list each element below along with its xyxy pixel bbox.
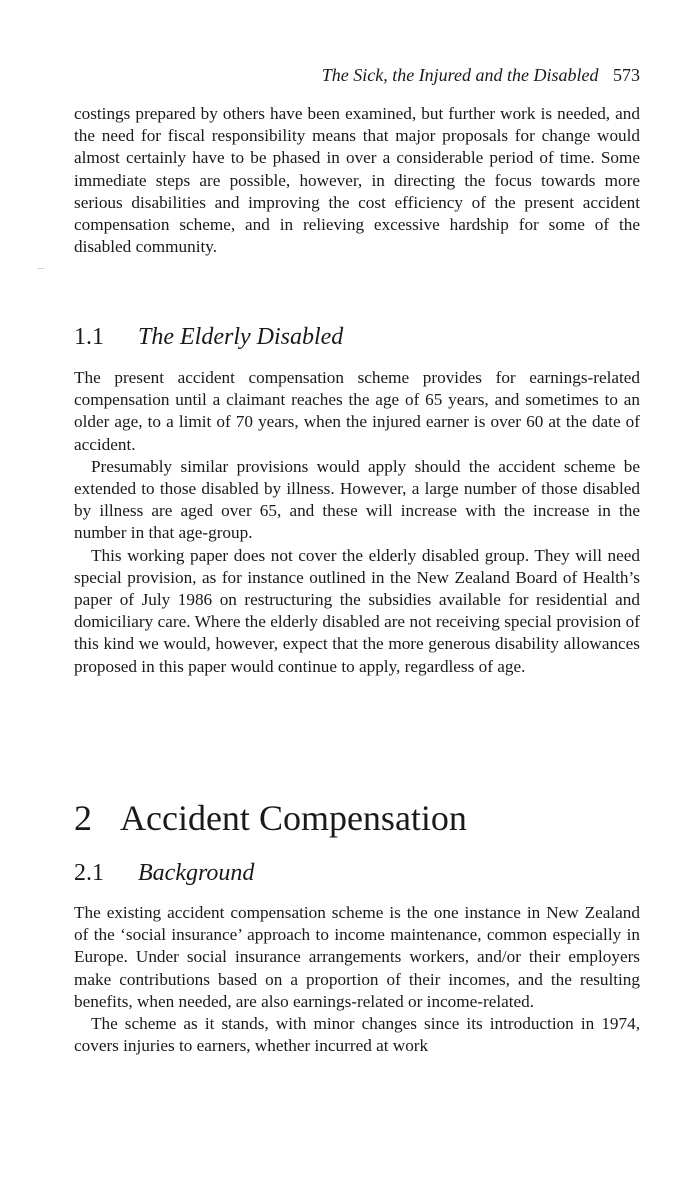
chapter-title: Accident Compensation (120, 798, 467, 838)
margin-mark (38, 268, 44, 269)
section-number: 2.1 (74, 860, 104, 886)
section-heading-1-1 (74, 322, 343, 352)
paragraph: The scheme as it stands, with minor changes since its introduction in 1974, covers injuries to earners, whether incurred at work (74, 1014, 640, 1056)
section-title: The Elderly Disabled (138, 324, 344, 350)
section-1-1-text (74, 367, 640, 678)
paragraph: Presumably similar provisions would apply should the accident scheme be extended to those disabled by illness. However, a large number of those disabled by illness are aged over 65, and these will increase with the increase in the number in that age-group. (74, 456, 640, 543)
paragraph: costings prepared by others have been examined, but further work is needed, and the need for fiscal responsibility means that major proposals for change would almost certainly have to be phased in over a considerable period of time. Some immediate steps are possible, however, in directing the focus towards more serious disabilities and improving the cost efficiency of the present accident compensation scheme, and in relieving excessive hardship for some of the disabled community. (74, 104, 640, 257)
section-number: 1.1 (74, 324, 104, 350)
paragraph: The present accident compensation scheme provides for earnings-related compensation until a claimant reaches the age of 65 years, and sometimes to an older age, to a limit of 70 years, when the injured earner is over 60 at the date of accident. (74, 368, 640, 454)
paragraph: The existing accident compensation scheme is the one instance in New Zealand of the ‘social insurance’ approach to income maintenance, common especially in Europe. Under social insurance arrangements workers, and/or their employers make contributions based on a proportion of their incomes, and the resulting benefits, when needed, are also earnings-related or income-related. (74, 903, 640, 1011)
section-title: Background (138, 860, 255, 886)
chapter-heading-2 (74, 798, 467, 838)
chapter-number: 2 (74, 798, 92, 838)
running-head-title: The Sick, the Injured and the Disabled (321, 65, 599, 85)
section-2-1-text (74, 902, 640, 1057)
paragraph: This working paper does not cover the elderly disabled group. They will need special provision, as for instance outlined in the New Zealand Board of Health’s paper of July 1986 on restructuring the subsidies available for residential and domiciliary care. Where the elderly disabled are not receiving special provision of this kind we would, however, expect that the more generous disability allowances proposed in this paper would continue to apply, regardless of age. (74, 545, 640, 676)
section-heading-2-1 (74, 858, 254, 888)
intro-text (74, 103, 640, 258)
running-head (74, 64, 640, 86)
page-number: 573 (613, 65, 640, 85)
